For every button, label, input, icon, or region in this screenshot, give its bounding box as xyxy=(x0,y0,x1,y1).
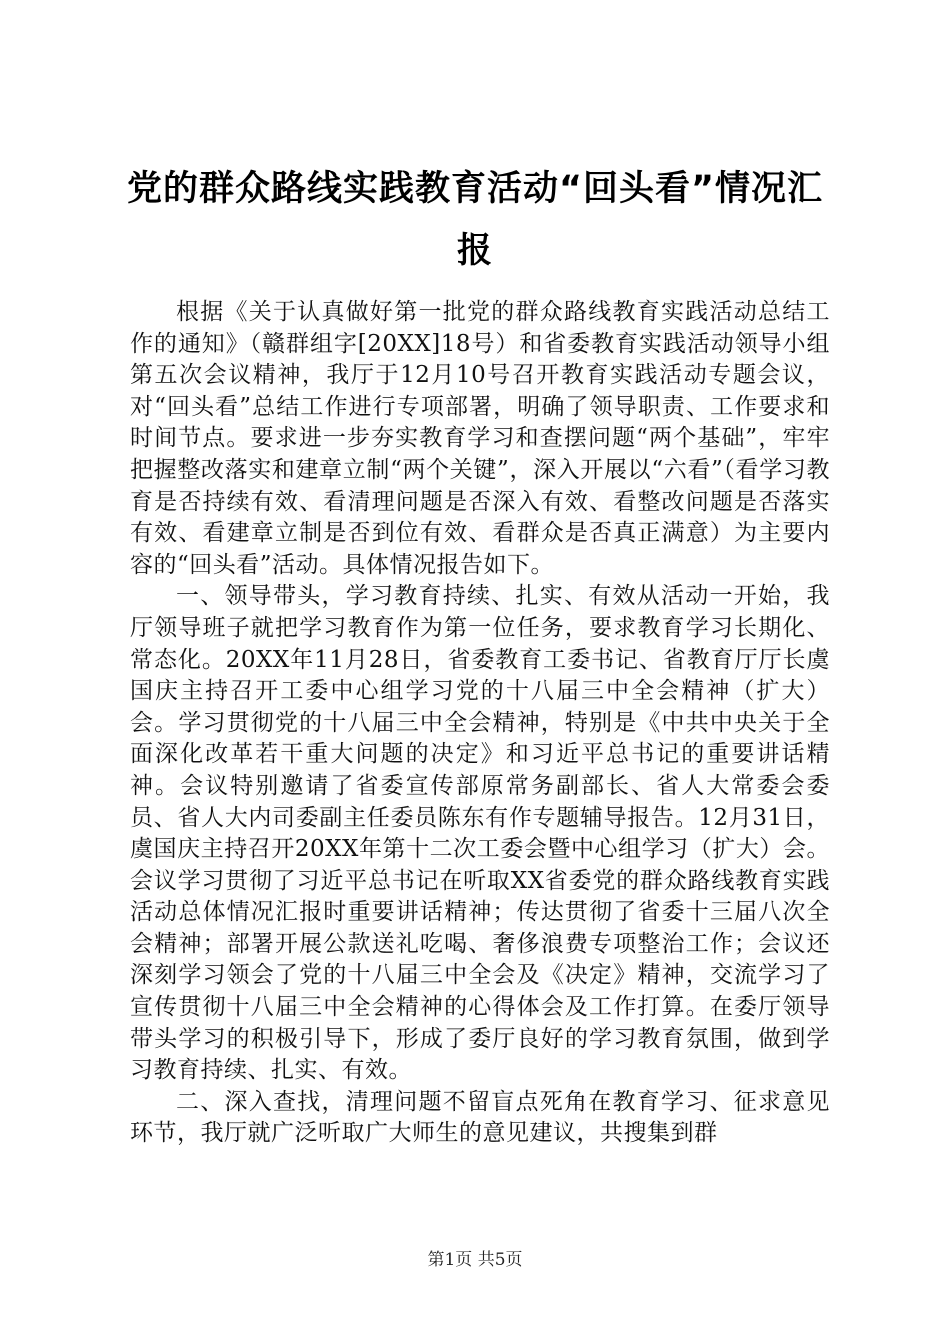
document-title: 党的群众路线实践教育活动“回头看”情况汇报 xyxy=(126,169,823,271)
page-number-footer: 第1页 共5页 xyxy=(427,1250,523,1270)
document-body xyxy=(130,297,830,1150)
paragraph-intro: 根据《关于认真做好第一批党的群众路线教育实践活动总结工作的通知》（赣群组字[20XX]18号）和省委教育实践活动领导小组第五次会议精神，我厅于12月10号召开教育实践活动专题会议，对“回头看”总结工作进行专项部署，明确了领导职责、工作要求和时间节点。要求进一步夯实教育学习和查摆问题“两个基础”，牢牢把握整改落实和建章立制“两个关键”，深入开展以“六看”（看学习教育是否持续有效、看清理问题是否深入有效、看整改问题是否落实有效、看建章立制是否到位有效、看群众是否真正满意）为主要内容的“回头看”活动。具体情况报告如下。 xyxy=(130,299,830,578)
paragraph-section-one: 一、领导带头，学习教育持续、扎实、有效从活动一开始，我厅领导班子就把学习教育作为第一位任务，要求教育学习长期化、常态化。20XX年11月28日，省委教育工委书记、省教育厅厅长虞国庆主持召开工委中心组学习党的十八届三中全会精神（扩大）会。学习贯彻党的十八届三中全会精神，特别是《中共中央关于全面深化改革若干重大问题的决定》和习近平总书记的重要讲话精神。会议特别邀请了省委宣传部原常务副部长、省人大常委会委员、省人大内司委副主任委员陈东有作专题辅导报告。12月31日，虞国庆主持召开20XX年第十二次工委会暨中心组学习（扩大）会。会议学习贯彻了习近平总书记在听取XX省委党的群众路线教育实践活动总体情况汇报时重要讲话精神；传达贯彻了省委十三届八次全会精神；部署开展公款送礼吃喝、奢侈浪费专项整治工作；会议还深刻学习领会了党的十八届三中全会及《决定》精神，交流学习了宣传贯彻十八届三中全会精神的心得体会及工作打算。在委厅领导带头学习的积极引导下，形成了委厅良好的学习教育氛围，做到学习教育持续、扎实、有效。 xyxy=(130,583,830,1084)
paragraph-section-two: 二、深入查找，清理问题不留盲点死角在教育学习、征求意见环节，我厅就广泛听取广大师生的意见建议，共搜集到群 xyxy=(130,1088,830,1147)
